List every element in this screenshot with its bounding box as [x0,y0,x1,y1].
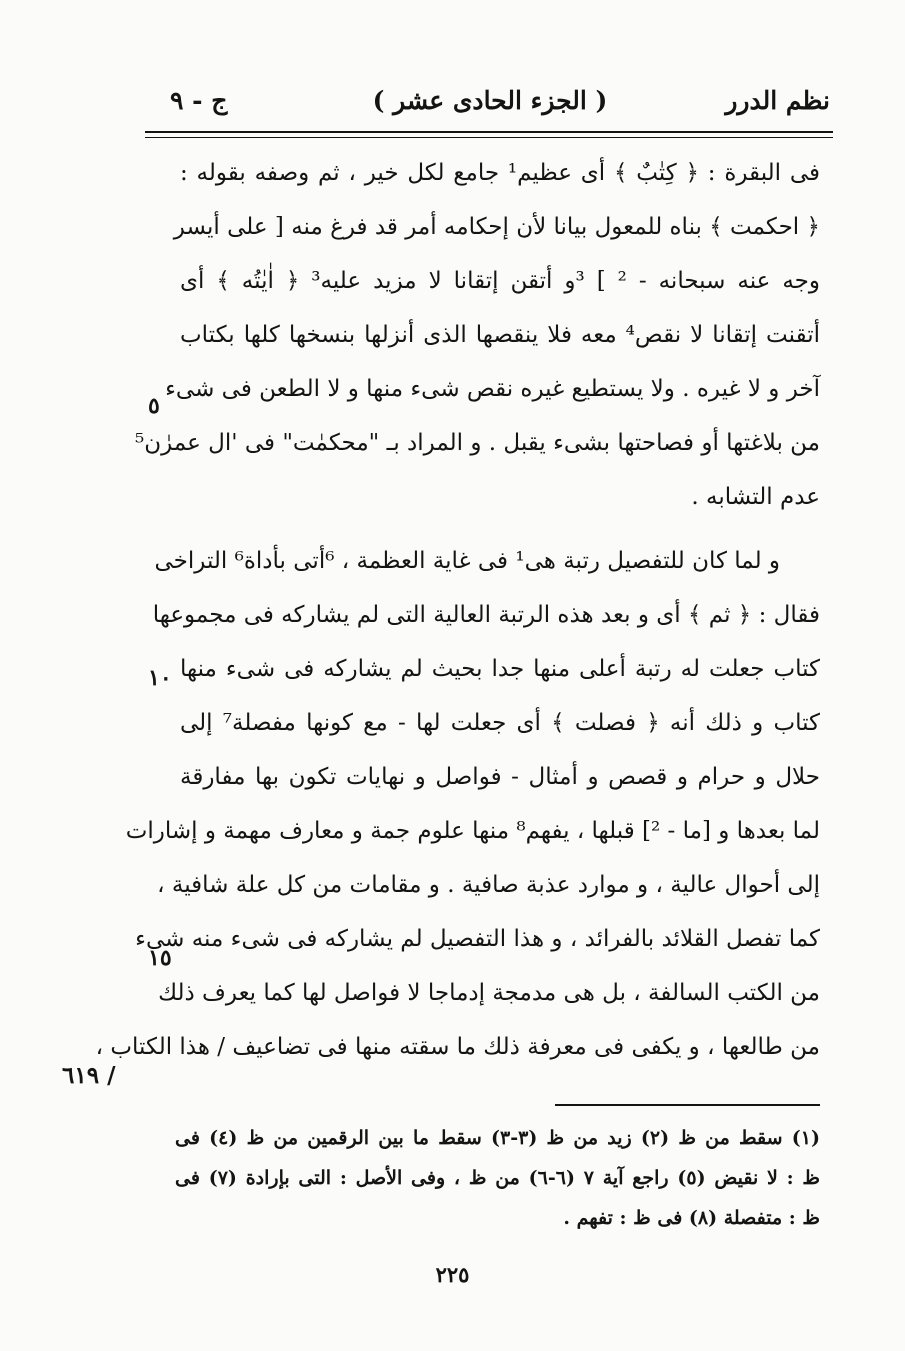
text-line: كتاب جعلت له رتبة أعلى منها جدا بحيث لم يشاركه فى شىء منها [180,656,820,682]
text-line: عدم التشابه . [691,484,820,510]
footnote-rule [555,1104,820,1106]
part-title: ( الجزء الحادى عشر ) [372,86,608,115]
line-number-5: ٥ [148,393,160,419]
text-line: وجه عنه سبحانه - ² ] ³و أتقن إتقانا لا مزيد عليه³ ﴿ اٰيٰتُه ﴾ أى [180,268,820,294]
footnote-line: ظ : متفصلة (٨) فى ظ : تفهم . [563,1207,820,1229]
text-line: و لما كان للتفصيل رتبة هى¹ فى غاية العظمة ، ⁶أتى بأداة⁶ التراخى [154,548,780,574]
footnote-line: (١) سقط من ظ (٢) زيد من ظ (٣-٣) سقط ما بين الرقمين من ظ (٤) فى [175,1127,821,1149]
book-title: نظم الدرر [725,86,830,115]
running-header [150,78,830,128]
text-line: حلال و حرام و قصص و أمثال - فواصل و نهايات تكون بها مفارقة [180,764,820,790]
text-line: لما بعدها و [ما - ²] قبلها ، يفهم⁸ منها علوم جمة و معارف مهمة و إشارات [125,818,820,844]
text-line: من الكتب السالفة ، بل هى مدمجة إدماجا لا فواصل لها كما يعرف ذلك [158,980,820,1006]
text-line: كما تفصل القلائد بالفرائد ، و هذا التفصيل لم يشاركه فى شىء منه شىء [135,926,820,952]
header-rule [145,131,833,133]
text-line: فقال : ﴿ ثم ﴾ أى و بعد هذه الرتبة العالية التى لم يشاركه فى مجموعها [152,602,820,628]
manuscript-folio-ref: / ٦١٩ [62,1062,116,1089]
line-number-10: ١٠ [148,665,172,691]
text-line: إلى أحوال عالية ، و موارد عذبة صافية . و مقامات من كل علة شافية ، [157,872,820,898]
text-line: كتاب و ذلك أنه ﴿ فصلت ﴾ أى جعلت لها - مع كونها مفصلة⁷ إلى [180,710,820,736]
line-number-15: ١٥ [148,945,172,971]
footnotes [175,1118,820,1238]
page-number: ٢٢٥ [435,1262,470,1287]
text-line: من بلاغتها أو فصاحتها بشىء يقبل . و المراد بـ "محكمٰت" فى 'ال عمرٰن⁵ [135,430,820,456]
text-line: أتقنت إتقانا لا نقص⁴ معه فلا ينقصها الذى أنزلها بنسخها كلها بكتاب [180,322,820,348]
header-rule-thin [145,137,833,138]
volume-label: ج - ٩ [170,86,228,115]
text-line: ﴿ احكمت ﴾ بناه للمعول بيانا لأن إحكامه أمر قد فرغ منه [ على أيسر [173,214,820,240]
footnote-line: ظ : لا نقيض (٥) راجع آية ٧ (٦-٦) من ظ ، وفى الأصل : التى بإرادة (٧) فى [175,1167,821,1189]
text-line: من طالعها ، و يكفى فى معرفة ذلك ما سقته منها فى تضاعيف / هذا الكتاب ، [95,1034,820,1060]
text-line: آخر و لا غيره . ولا يستطيع غيره نقص شىء منها و لا الطعن فى شىء [165,376,820,402]
text-line: فى البقرة : ﴿ كِتٰبٌ ﴾ أى عظيم¹ جامع لكل خير ، ثم وصفه بقوله : [180,160,820,186]
